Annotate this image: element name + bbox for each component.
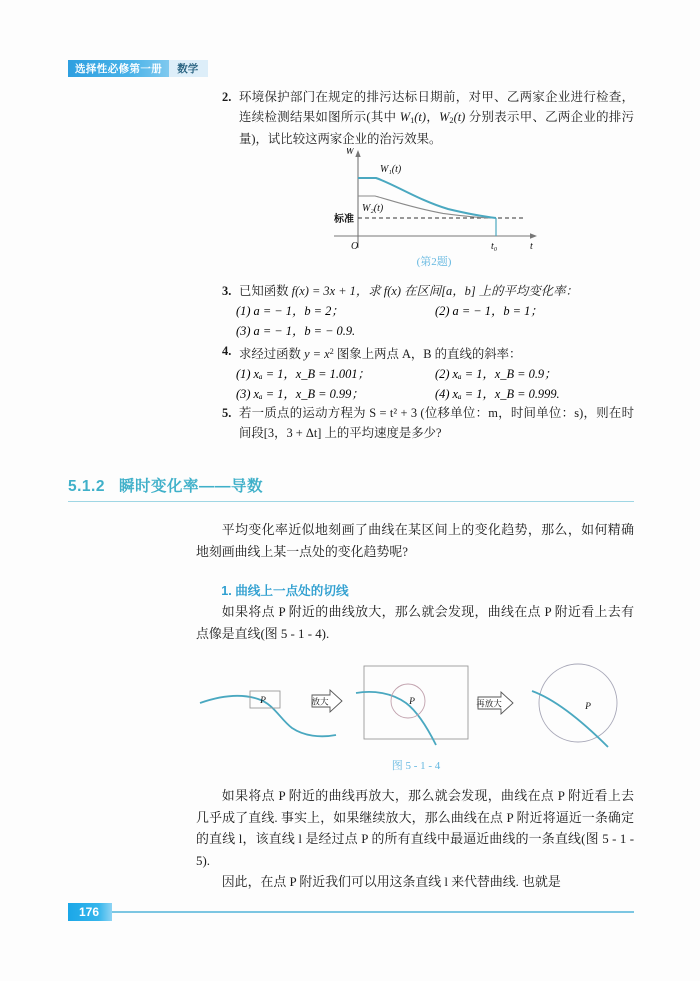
exercise-4-sub-2: (2) xₐ = 1，x_B = 0.9； <box>435 367 557 382</box>
x-axis-arrow <box>530 233 537 238</box>
exercise-text-4b: 图象上两点 A，B 的直线的斜率： <box>333 346 522 361</box>
magnify-arrow-1-label: 放大 <box>311 696 329 707</box>
figure-magnification <box>196 663 636 758</box>
exercise-item-5 <box>222 404 634 443</box>
paragraph-3: 因此，在点 P 附近我们可以用这条直线 l 来代替曲线. 也就是 <box>221 875 561 889</box>
w1-symbol: W <box>399 109 411 124</box>
exercise-text-3b: (x) = 3x + 1，求 <box>295 283 384 298</box>
exercise-item-2 <box>222 88 634 150</box>
axis-origin-label: O <box>351 241 359 252</box>
exercise-number-3: 3. <box>222 283 232 298</box>
equation-y-x-squared: y = x <box>304 346 330 361</box>
function-f-symbol-2: f <box>383 283 388 298</box>
header-book-badge: 选择性必修第一册 <box>68 60 169 77</box>
exercise-text-2a: 环境保护部门在规定的排污达标日期前，对甲、乙两家企业进行检查，连续检测结果如图所示(其中 <box>239 90 634 124</box>
exercise-item-4 <box>222 342 634 365</box>
figure-pollution-caption: (第2题) <box>416 256 452 268</box>
stage2-curve <box>356 692 436 745</box>
figure-magnification-svg <box>196 663 636 758</box>
running-header <box>68 60 208 77</box>
exercise-4-sub-3: (3) xₐ = 1，x_B = 0.99； <box>236 386 364 401</box>
w1-argument: (t) <box>414 109 426 124</box>
function-f-symbol: f <box>291 283 296 298</box>
stage2-point-label-p: P <box>409 697 415 707</box>
paragraph-intro: 平均变化率近似地刻画了曲线在某区间上的变化趋势，那么，如何精确地刻画曲线上某一点处的变化趋势呢? <box>196 523 634 559</box>
paragraph-1: 如果将点 P 附近的曲线放大，那么就会发现，曲线在点 P 附近看上去有点像是直线(图 5 - 1 - 4). <box>196 605 634 641</box>
curve-w2-label: W₂(t) <box>362 203 384 214</box>
axis-label-t: t <box>530 241 533 252</box>
stage1-point-label-p: P <box>260 696 266 706</box>
section-underline <box>68 501 634 502</box>
footer-rule <box>112 911 634 913</box>
standard-label: 标准 <box>334 214 354 225</box>
figure-magnification-caption: 图 5 - 1 - 4 <box>391 760 441 772</box>
exercise-text-4a: 求经过函数 <box>239 346 305 361</box>
exercise-3-sub-2: (2) a = − 1，b = 1； <box>435 304 543 319</box>
exercise-4-subitems <box>222 365 634 404</box>
section-number: 5.1.2 <box>68 478 105 495</box>
section-title-row <box>68 474 634 496</box>
exercise-number-4: 4. <box>222 343 232 358</box>
exercise-text-5: 若一质点的运动方程为 S = t² + 3 (位移单位：m，时间单位：s)，则在时间段[3，3 + Δt] 上的平均速度是多少? <box>239 406 634 440</box>
exercise-3-sub-1: (1) a = − 1，b = 2； <box>236 304 344 319</box>
exercise-item-3 <box>222 282 634 302</box>
w2-symbol: W <box>439 109 450 124</box>
header-subject-label: 数学 <box>169 60 208 77</box>
magnify-arrow-1 <box>311 690 342 712</box>
page-number-badge: 176 <box>68 903 112 921</box>
exercise-number-5: 5. <box>222 406 232 421</box>
magnify-arrow-2-label: 再放大 <box>476 698 502 709</box>
curve-w1-label: W₁(t) <box>380 164 402 175</box>
section-heading <box>68 474 634 502</box>
axis-label-w: W <box>345 148 354 157</box>
stage3-circle-frame <box>539 664 617 742</box>
paragraph-2: 如果将点 P 附近的曲线再放大，那么就会发现，曲线在点 P 附近看上去几乎成了直线. 事实上，如果继续放大，那么曲线在点 P 附近将逼近一条确定的直线 l，该直线 l 是经过点 P 的所有直线中最逼近曲线的一条直线(图 5 - 1 - 5). <box>196 789 634 868</box>
exponent-2: 2 <box>329 346 334 356</box>
subheading-tangent-line: 1. 曲线上一点处的切线 <box>221 584 349 598</box>
w2-subscript: 2 <box>449 115 454 125</box>
t0-label: t₀ <box>491 241 498 252</box>
stage3-curve <box>532 691 608 747</box>
exercise-number-2: 2. <box>222 90 232 104</box>
y-axis-arrow <box>355 150 360 157</box>
figure-pollution-graph <box>318 148 550 260</box>
exercise-3-sub-3: (3) a = − 1，b = − 0.9. <box>236 323 356 338</box>
exercise-text-3c: (x) 在区间[a，b] 上的平均变化率： <box>387 283 578 298</box>
w2-argument: (t) <box>453 109 466 124</box>
magnify-arrow-2 <box>476 692 513 714</box>
exercise-4-sub-1: (1) xₐ = 1，x_B = 1.001； <box>236 367 370 382</box>
exercise-text-2c: 分别表示甲、乙两企业的排污量)，试比较这两家企业的治污效果。 <box>239 109 634 147</box>
w1-subscript: 1 <box>410 115 415 125</box>
stage2-frame <box>364 666 468 739</box>
figure-pollution-svg <box>318 148 550 260</box>
stage2-selection-circle <box>391 684 425 718</box>
exercise-text-2b: ， <box>426 109 440 124</box>
exercise-text-3a: 已知函数 <box>239 283 292 298</box>
section-title: 瞬时变化率——导数 <box>118 478 263 495</box>
exercise-3-subitems <box>222 302 634 341</box>
page-footer <box>68 903 634 921</box>
exercise-4-sub-4: (4) xₐ = 1，x_B = 0.999. <box>435 386 560 401</box>
stage3-point-label-p: P <box>585 702 591 712</box>
